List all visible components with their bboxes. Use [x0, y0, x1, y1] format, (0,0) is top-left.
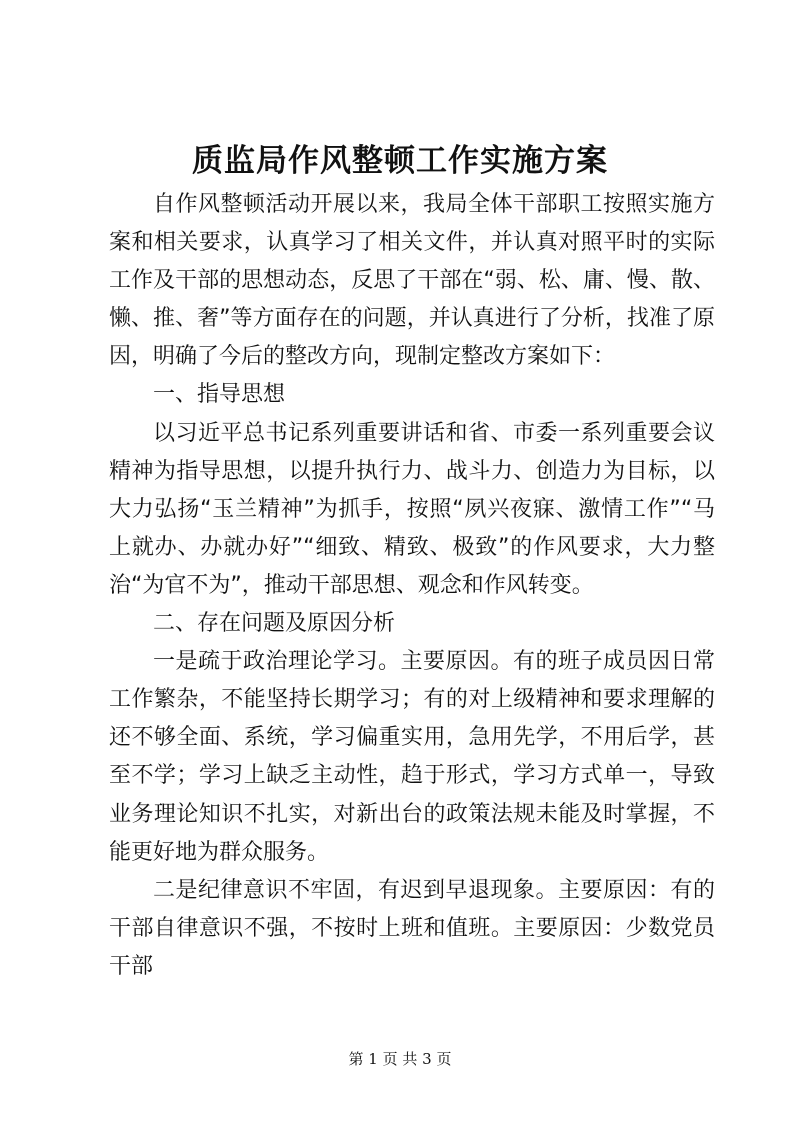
document-body	[109, 186, 715, 986]
paragraph-problem-one: 一是疏于政治理论学习。主要原因。有的班子成员因日常工作繁杂，不能坚持长期学习；有的对上级精神和要求理解的还不够全面、系统，学习偏重实用，急用先学，不用后学，甚至不学；学习上缺乏主动性，趋于形式，学习方式单一，导致业务理论知识不扎实，对新出台的政策法规未能及时掌握，不能更好地为群众服务。	[109, 649, 715, 865]
heading-guiding-ideology: 一、指导思想	[153, 382, 286, 408]
paragraph-intro: 自作风整顿活动开展以来，我局全体干部职工按照实施方案和相关要求，认真学习了相关文件，并认真对照平时的实际工作及干部的思想动态，反思了干部在“弱、松、庸、慢、散、懒、推、奢”等方面存在的问题，并认真进行了分析，找准了原因，明确了今后的整改方向，现制定整改方案如下：	[109, 192, 715, 370]
page-footer: 第 1 页 共 3 页	[348, 1050, 452, 1068]
paragraph-problem-two: 二是纪律意识不牢固，有迟到早退现象。主要原因：有的干部自律意识不强，不按时上班和值班。主要原因：少数党员干部	[109, 877, 715, 979]
heading-problems-analysis: 二、存在问题及原因分析	[153, 611, 396, 637]
paragraph-guiding-ideology: 以习近平总书记系列重要讲话和省、市委一系列重要会议精神为指导思想，以提升执行力、战斗力、创造力为目标，以大力弘扬“玉兰精神”为抓手，按照“夙兴夜寐、激情工作”“马上就办、办就办好”“细致、精致、极致”的作风要求，大力整治“为官不为”，推动干部思想、观念和作风转变。	[109, 420, 715, 598]
document-title: 质监局作风整顿工作实施方案	[192, 143, 608, 179]
